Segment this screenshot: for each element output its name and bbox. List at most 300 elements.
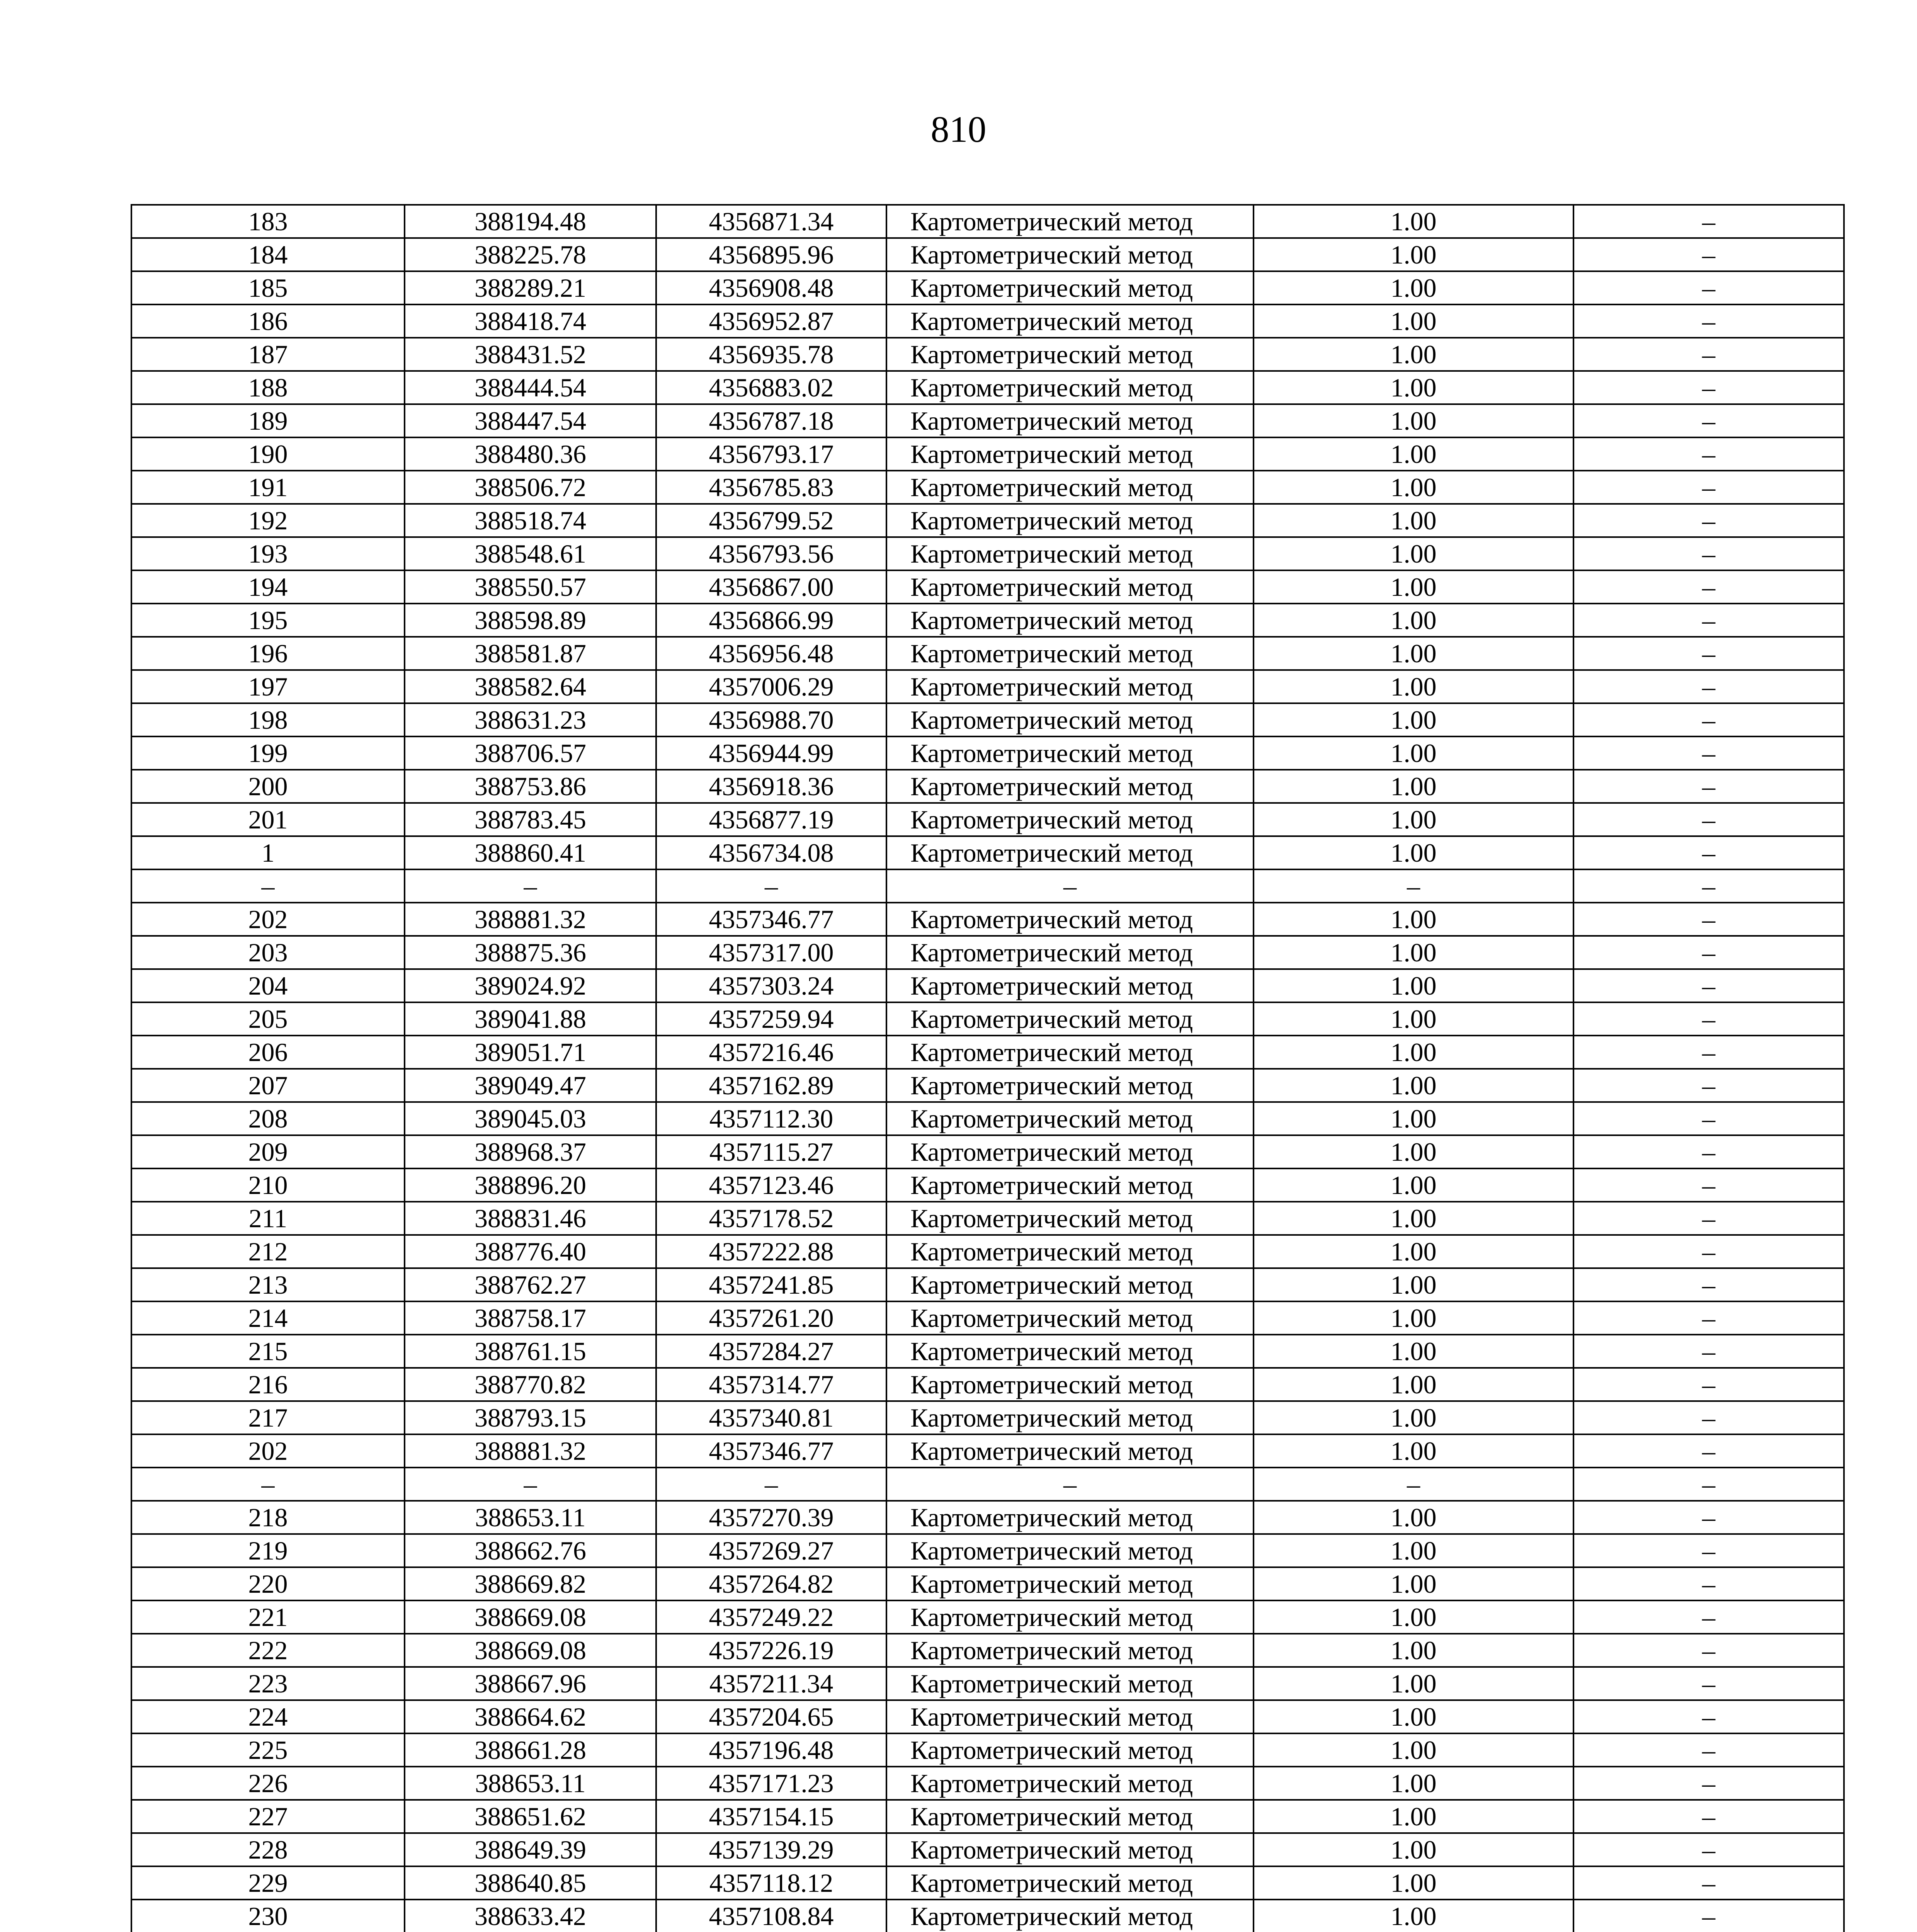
x-coordinate-cell: – — [405, 869, 656, 903]
table-row — [131, 1301, 1844, 1335]
note-cell: – — [1573, 1866, 1844, 1900]
point-number-cell: 201 — [131, 803, 405, 836]
note-cell: – — [1573, 836, 1844, 869]
table-row — [131, 637, 1844, 670]
y-coordinate-cell: 4356785.83 — [656, 471, 886, 504]
y-coordinate-cell: 4356988.70 — [656, 703, 886, 736]
y-coordinate-cell: 4356793.17 — [656, 437, 886, 471]
x-coordinate-cell: 388706.57 — [405, 736, 656, 770]
note-cell: – — [1573, 703, 1844, 736]
y-coordinate-cell: 4357314.77 — [656, 1368, 886, 1401]
y-coordinate-cell: 4357123.46 — [656, 1168, 886, 1202]
point-number-cell: 220 — [131, 1567, 405, 1600]
table-row — [131, 1534, 1844, 1567]
table-row — [131, 703, 1844, 736]
note-cell: – — [1573, 338, 1844, 371]
accuracy-cell: – — [1254, 869, 1573, 903]
accuracy-cell: 1.00 — [1254, 637, 1573, 670]
point-number-cell: 216 — [131, 1368, 405, 1401]
y-coordinate-cell: 4356866.99 — [656, 604, 886, 637]
y-coordinate-cell: 4356956.48 — [656, 637, 886, 670]
table-row — [131, 238, 1844, 271]
accuracy-cell: 1.00 — [1254, 1667, 1573, 1700]
point-number-cell: 184 — [131, 238, 405, 271]
y-coordinate-cell: 4357340.81 — [656, 1401, 886, 1434]
y-coordinate-cell: 4356787.18 — [656, 404, 886, 437]
method-cell: – — [886, 1468, 1254, 1501]
x-coordinate-cell: 389045.03 — [405, 1102, 656, 1135]
table-row — [131, 670, 1844, 703]
method-cell: Картометрический метод — [886, 604, 1254, 637]
table-row — [131, 1235, 1844, 1268]
point-number-cell: 198 — [131, 703, 405, 736]
accuracy-cell: 1.00 — [1254, 1501, 1573, 1534]
note-cell: – — [1573, 869, 1844, 903]
method-cell: Картометрический метод — [886, 504, 1254, 537]
table-row — [131, 604, 1844, 637]
method-cell: Картометрический метод — [886, 1800, 1254, 1833]
note-cell: – — [1573, 670, 1844, 703]
accuracy-cell: 1.00 — [1254, 1335, 1573, 1368]
y-coordinate-cell: 4357261.20 — [656, 1301, 886, 1335]
point-number-cell: 189 — [131, 404, 405, 437]
y-coordinate-cell: 4356877.19 — [656, 803, 886, 836]
table-row — [131, 504, 1844, 537]
x-coordinate-cell: 388753.86 — [405, 770, 656, 803]
note-cell: – — [1573, 1468, 1844, 1501]
table-row — [131, 1202, 1844, 1235]
method-cell: Картометрический метод — [886, 1168, 1254, 1202]
point-number-cell: 190 — [131, 437, 405, 471]
y-coordinate-cell: 4357269.27 — [656, 1534, 886, 1567]
note-cell: – — [1573, 770, 1844, 803]
x-coordinate-cell: 388631.23 — [405, 703, 656, 736]
accuracy-cell: 1.00 — [1254, 703, 1573, 736]
accuracy-cell: 1.00 — [1254, 1634, 1573, 1667]
accuracy-cell: 1.00 — [1254, 504, 1573, 537]
table-row — [131, 969, 1844, 1002]
note-cell: – — [1573, 504, 1844, 537]
y-coordinate-cell: 4357162.89 — [656, 1069, 886, 1102]
method-cell: Картометрический метод — [886, 1634, 1254, 1667]
y-coordinate-cell: – — [656, 869, 886, 903]
method-cell: Картометрический метод — [886, 1102, 1254, 1135]
x-coordinate-cell: 388831.46 — [405, 1202, 656, 1235]
table-row — [131, 1866, 1844, 1900]
point-number-cell: 206 — [131, 1036, 405, 1069]
note-cell: – — [1573, 537, 1844, 570]
accuracy-cell: 1.00 — [1254, 670, 1573, 703]
table-row — [131, 1767, 1844, 1800]
x-coordinate-cell: 389024.92 — [405, 969, 656, 1002]
x-coordinate-cell: 388518.74 — [405, 504, 656, 537]
point-number-cell: 218 — [131, 1501, 405, 1534]
note-cell: – — [1573, 1833, 1844, 1866]
note-cell: – — [1573, 1900, 1844, 1932]
point-number-cell: 183 — [131, 205, 405, 238]
point-number-cell: 194 — [131, 570, 405, 604]
point-number-cell: 202 — [131, 903, 405, 936]
point-number-cell: 214 — [131, 1301, 405, 1335]
y-coordinate-cell: 4356944.99 — [656, 736, 886, 770]
y-coordinate-cell: 4357154.15 — [656, 1800, 886, 1833]
table-row — [131, 1434, 1844, 1468]
page-number: 810 — [930, 109, 987, 150]
note-cell: – — [1573, 471, 1844, 504]
x-coordinate-cell: 388793.15 — [405, 1401, 656, 1434]
point-number-cell: 188 — [131, 371, 405, 404]
accuracy-cell: 1.00 — [1254, 969, 1573, 1002]
accuracy-cell: 1.00 — [1254, 1069, 1573, 1102]
accuracy-cell: 1.00 — [1254, 238, 1573, 271]
y-coordinate-cell: 4357118.12 — [656, 1866, 886, 1900]
y-coordinate-cell: 4357303.24 — [656, 969, 886, 1002]
note-cell: – — [1573, 205, 1844, 238]
method-cell: Картометрический метод — [886, 1900, 1254, 1932]
note-cell: – — [1573, 969, 1844, 1002]
accuracy-cell: 1.00 — [1254, 537, 1573, 570]
point-number-cell: 195 — [131, 604, 405, 637]
table-row — [131, 304, 1844, 338]
table-row — [131, 936, 1844, 969]
note-cell: – — [1573, 1202, 1844, 1235]
table-row — [131, 338, 1844, 371]
table-row — [131, 1069, 1844, 1102]
y-coordinate-cell: 4357317.00 — [656, 936, 886, 969]
method-cell: Картометрический метод — [886, 1667, 1254, 1700]
x-coordinate-cell: 388651.62 — [405, 1800, 656, 1833]
y-coordinate-cell: 4357222.88 — [656, 1235, 886, 1268]
table-row — [131, 803, 1844, 836]
accuracy-cell: 1.00 — [1254, 936, 1573, 969]
y-coordinate-cell: 4357346.77 — [656, 903, 886, 936]
point-number-cell: 197 — [131, 670, 405, 703]
table-row — [131, 1002, 1844, 1036]
note-cell: – — [1573, 1667, 1844, 1700]
note-cell: – — [1573, 1301, 1844, 1335]
y-coordinate-cell: 4357171.23 — [656, 1767, 886, 1800]
table-row — [131, 1667, 1844, 1700]
note-cell: – — [1573, 1733, 1844, 1767]
note-cell: – — [1573, 1767, 1844, 1800]
x-coordinate-cell: 388431.52 — [405, 338, 656, 371]
point-number-cell: 228 — [131, 1833, 405, 1866]
point-number-cell: 230 — [131, 1900, 405, 1932]
y-coordinate-cell: 4357204.65 — [656, 1700, 886, 1733]
accuracy-cell: 1.00 — [1254, 836, 1573, 869]
y-coordinate-cell: 4356918.36 — [656, 770, 886, 803]
point-number-cell: 187 — [131, 338, 405, 371]
point-number-cell: 212 — [131, 1235, 405, 1268]
method-cell: Картометрический метод — [886, 205, 1254, 238]
x-coordinate-cell: 389041.88 — [405, 1002, 656, 1036]
x-coordinate-cell: 388447.54 — [405, 404, 656, 437]
accuracy-cell: 1.00 — [1254, 1567, 1573, 1600]
table-row — [131, 1036, 1844, 1069]
x-coordinate-cell: – — [405, 1468, 656, 1501]
method-cell: Картометрический метод — [886, 1401, 1254, 1434]
table-row — [131, 836, 1844, 869]
x-coordinate-cell: 388881.32 — [405, 1434, 656, 1468]
y-coordinate-cell: 4357196.48 — [656, 1733, 886, 1767]
accuracy-cell: 1.00 — [1254, 1135, 1573, 1168]
y-coordinate-cell: 4357139.29 — [656, 1833, 886, 1866]
y-coordinate-cell: 4357216.46 — [656, 1036, 886, 1069]
point-number-cell: 223 — [131, 1667, 405, 1700]
y-coordinate-cell: 4356935.78 — [656, 338, 886, 371]
note-cell: – — [1573, 736, 1844, 770]
accuracy-cell: 1.00 — [1254, 1767, 1573, 1800]
note-cell: – — [1573, 1102, 1844, 1135]
method-cell: Картометрический метод — [886, 271, 1254, 304]
table-row — [131, 1168, 1844, 1202]
note-cell: – — [1573, 1335, 1844, 1368]
note-cell: – — [1573, 903, 1844, 936]
method-cell: Картометрический метод — [886, 736, 1254, 770]
y-coordinate-cell: – — [656, 1468, 886, 1501]
method-cell: Картометрический метод — [886, 1501, 1254, 1534]
x-coordinate-cell: 388640.85 — [405, 1866, 656, 1900]
point-number-cell: 213 — [131, 1268, 405, 1301]
accuracy-cell: 1.00 — [1254, 1434, 1573, 1468]
coordinates-table — [131, 204, 1845, 1932]
x-coordinate-cell: 388444.54 — [405, 371, 656, 404]
method-cell: Картометрический метод — [886, 1002, 1254, 1036]
accuracy-cell: 1.00 — [1254, 1368, 1573, 1401]
note-cell: – — [1573, 1368, 1844, 1401]
point-number-cell: 226 — [131, 1767, 405, 1800]
y-coordinate-cell: 4356871.34 — [656, 205, 886, 238]
note-cell: – — [1573, 1501, 1844, 1534]
method-cell: Картометрический метод — [886, 1767, 1254, 1800]
point-number-cell: 205 — [131, 1002, 405, 1036]
y-coordinate-cell: 4356867.00 — [656, 570, 886, 604]
table-row — [131, 471, 1844, 504]
accuracy-cell: 1.00 — [1254, 1202, 1573, 1235]
method-cell: Картометрический метод — [886, 338, 1254, 371]
method-cell: Картометрический метод — [886, 371, 1254, 404]
note-cell: – — [1573, 404, 1844, 437]
x-coordinate-cell: 388548.61 — [405, 537, 656, 570]
note-cell: – — [1573, 936, 1844, 969]
accuracy-cell: 1.00 — [1254, 371, 1573, 404]
x-coordinate-cell: 388770.82 — [405, 1368, 656, 1401]
accuracy-cell: 1.00 — [1254, 1268, 1573, 1301]
x-coordinate-cell: 388194.48 — [405, 205, 656, 238]
y-coordinate-cell: 4357211.34 — [656, 1667, 886, 1700]
method-cell: Картометрический метод — [886, 1036, 1254, 1069]
note-cell: – — [1573, 1434, 1844, 1468]
point-number-cell: 215 — [131, 1335, 405, 1368]
x-coordinate-cell: 389051.71 — [405, 1036, 656, 1069]
table-row — [131, 903, 1844, 936]
method-cell: Картометрический метод — [886, 703, 1254, 736]
accuracy-cell: 1.00 — [1254, 1733, 1573, 1767]
y-coordinate-cell: 4357264.82 — [656, 1567, 886, 1600]
note-cell: – — [1573, 1268, 1844, 1301]
accuracy-cell: 1.00 — [1254, 1002, 1573, 1036]
x-coordinate-cell: 388669.82 — [405, 1567, 656, 1600]
point-number-cell: 192 — [131, 504, 405, 537]
x-coordinate-cell: 388653.11 — [405, 1501, 656, 1534]
note-cell: – — [1573, 238, 1844, 271]
y-coordinate-cell: 4357108.84 — [656, 1900, 886, 1932]
note-cell: – — [1573, 1235, 1844, 1268]
point-number-cell: – — [131, 869, 405, 903]
table-row — [131, 537, 1844, 570]
method-cell: Картометрический метод — [886, 1434, 1254, 1468]
point-number-cell: 203 — [131, 936, 405, 969]
x-coordinate-cell: 388664.62 — [405, 1700, 656, 1733]
x-coordinate-cell: 388783.45 — [405, 803, 656, 836]
x-coordinate-cell: 388480.36 — [405, 437, 656, 471]
method-cell: Картометрический метод — [886, 404, 1254, 437]
method-cell: Картометрический метод — [886, 770, 1254, 803]
x-coordinate-cell: 388669.08 — [405, 1600, 656, 1634]
table-row — [131, 1335, 1844, 1368]
table-row — [131, 1567, 1844, 1600]
x-coordinate-cell: 388875.36 — [405, 936, 656, 969]
method-cell: Картометрический метод — [886, 1135, 1254, 1168]
accuracy-cell: 1.00 — [1254, 1235, 1573, 1268]
point-number-cell: 219 — [131, 1534, 405, 1567]
table-row — [131, 205, 1844, 238]
x-coordinate-cell: 389049.47 — [405, 1069, 656, 1102]
method-cell: Картометрический метод — [886, 1335, 1254, 1368]
table-row — [131, 1102, 1844, 1135]
y-coordinate-cell: 4357270.39 — [656, 1501, 886, 1534]
note-cell: – — [1573, 1567, 1844, 1600]
y-coordinate-cell: 4357346.77 — [656, 1434, 886, 1468]
x-coordinate-cell: 388662.76 — [405, 1534, 656, 1567]
table-row — [131, 1600, 1844, 1634]
accuracy-cell: 1.00 — [1254, 1900, 1573, 1932]
point-number-cell: 210 — [131, 1168, 405, 1202]
x-coordinate-cell: 388669.08 — [405, 1634, 656, 1667]
x-coordinate-cell: 388225.78 — [405, 238, 656, 271]
accuracy-cell: 1.00 — [1254, 1036, 1573, 1069]
accuracy-cell: 1.00 — [1254, 1168, 1573, 1202]
point-number-cell: 1 — [131, 836, 405, 869]
y-coordinate-cell: 4357112.30 — [656, 1102, 886, 1135]
note-cell: – — [1573, 803, 1844, 836]
table-row — [131, 1634, 1844, 1667]
point-number-cell: 209 — [131, 1135, 405, 1168]
method-cell: Картометрический метод — [886, 1866, 1254, 1900]
table-row — [131, 437, 1844, 471]
method-cell: Картометрический метод — [886, 437, 1254, 471]
x-coordinate-cell: 388667.96 — [405, 1667, 656, 1700]
point-number-cell: 207 — [131, 1069, 405, 1102]
x-coordinate-cell: 388776.40 — [405, 1235, 656, 1268]
method-cell: Картометрический метод — [886, 969, 1254, 1002]
point-number-cell: 191 — [131, 471, 405, 504]
note-cell: – — [1573, 1069, 1844, 1102]
method-cell: Картометрический метод — [886, 903, 1254, 936]
x-coordinate-cell: 388581.87 — [405, 637, 656, 670]
method-cell: Картометрический метод — [886, 1567, 1254, 1600]
accuracy-cell: 1.00 — [1254, 604, 1573, 637]
accuracy-cell: 1.00 — [1254, 437, 1573, 471]
point-number-cell: 221 — [131, 1600, 405, 1634]
point-number-cell: 227 — [131, 1800, 405, 1833]
table-row — [131, 1135, 1844, 1168]
table-row — [131, 770, 1844, 803]
method-cell: Картометрический метод — [886, 1069, 1254, 1102]
method-cell: Картометрический метод — [886, 803, 1254, 836]
note-cell: – — [1573, 1634, 1844, 1667]
y-coordinate-cell: 4356799.52 — [656, 504, 886, 537]
method-cell: Картометрический метод — [886, 637, 1254, 670]
table-row — [131, 869, 1844, 903]
y-coordinate-cell: 4357284.27 — [656, 1335, 886, 1368]
x-coordinate-cell: 388653.11 — [405, 1767, 656, 1800]
point-number-cell: 217 — [131, 1401, 405, 1434]
x-coordinate-cell: 388649.39 — [405, 1833, 656, 1866]
method-cell: Картометрический метод — [886, 1301, 1254, 1335]
y-coordinate-cell: 4357249.22 — [656, 1600, 886, 1634]
note-cell: – — [1573, 1036, 1844, 1069]
method-cell: Картометрический метод — [886, 1700, 1254, 1733]
x-coordinate-cell: 388881.32 — [405, 903, 656, 936]
x-coordinate-cell: 388762.27 — [405, 1268, 656, 1301]
note-cell: – — [1573, 1600, 1844, 1634]
point-number-cell: – — [131, 1468, 405, 1501]
y-coordinate-cell: 4356734.08 — [656, 836, 886, 869]
x-coordinate-cell: 388761.15 — [405, 1335, 656, 1368]
x-coordinate-cell: 388968.37 — [405, 1135, 656, 1168]
accuracy-cell: 1.00 — [1254, 570, 1573, 604]
accuracy-cell: 1.00 — [1254, 1800, 1573, 1833]
x-coordinate-cell: 388418.74 — [405, 304, 656, 338]
point-number-cell: 211 — [131, 1202, 405, 1235]
table-row — [131, 1468, 1844, 1501]
y-coordinate-cell: 4357226.19 — [656, 1634, 886, 1667]
table-row — [131, 1368, 1844, 1401]
x-coordinate-cell: 388598.89 — [405, 604, 656, 637]
accuracy-cell: 1.00 — [1254, 1833, 1573, 1866]
note-cell: – — [1573, 604, 1844, 637]
table-row — [131, 271, 1844, 304]
y-coordinate-cell: 4356883.02 — [656, 371, 886, 404]
table-row — [131, 404, 1844, 437]
note-cell: – — [1573, 1401, 1844, 1434]
point-number-cell: 202 — [131, 1434, 405, 1468]
accuracy-cell: – — [1254, 1468, 1573, 1501]
x-coordinate-cell: 388289.21 — [405, 271, 656, 304]
y-coordinate-cell: 4356952.87 — [656, 304, 886, 338]
x-coordinate-cell: 388896.20 — [405, 1168, 656, 1202]
note-cell: – — [1573, 1700, 1844, 1733]
x-coordinate-cell: 388661.28 — [405, 1733, 656, 1767]
point-number-cell: 208 — [131, 1102, 405, 1135]
coordinates-table-body — [131, 205, 1844, 1932]
y-coordinate-cell: 4356793.56 — [656, 537, 886, 570]
table-row — [131, 1401, 1844, 1434]
method-cell: Картометрический метод — [886, 1600, 1254, 1634]
accuracy-cell: 1.00 — [1254, 903, 1573, 936]
accuracy-cell: 1.00 — [1254, 1700, 1573, 1733]
x-coordinate-cell: 388582.64 — [405, 670, 656, 703]
method-cell: Картометрический метод — [886, 1368, 1254, 1401]
table-row — [131, 736, 1844, 770]
method-cell: Картометрический метод — [886, 1268, 1254, 1301]
method-cell: Картометрический метод — [886, 1733, 1254, 1767]
note-cell: – — [1573, 1168, 1844, 1202]
x-coordinate-cell: 388860.41 — [405, 836, 656, 869]
table-row — [131, 1700, 1844, 1733]
method-cell: Картометрический метод — [886, 936, 1254, 969]
